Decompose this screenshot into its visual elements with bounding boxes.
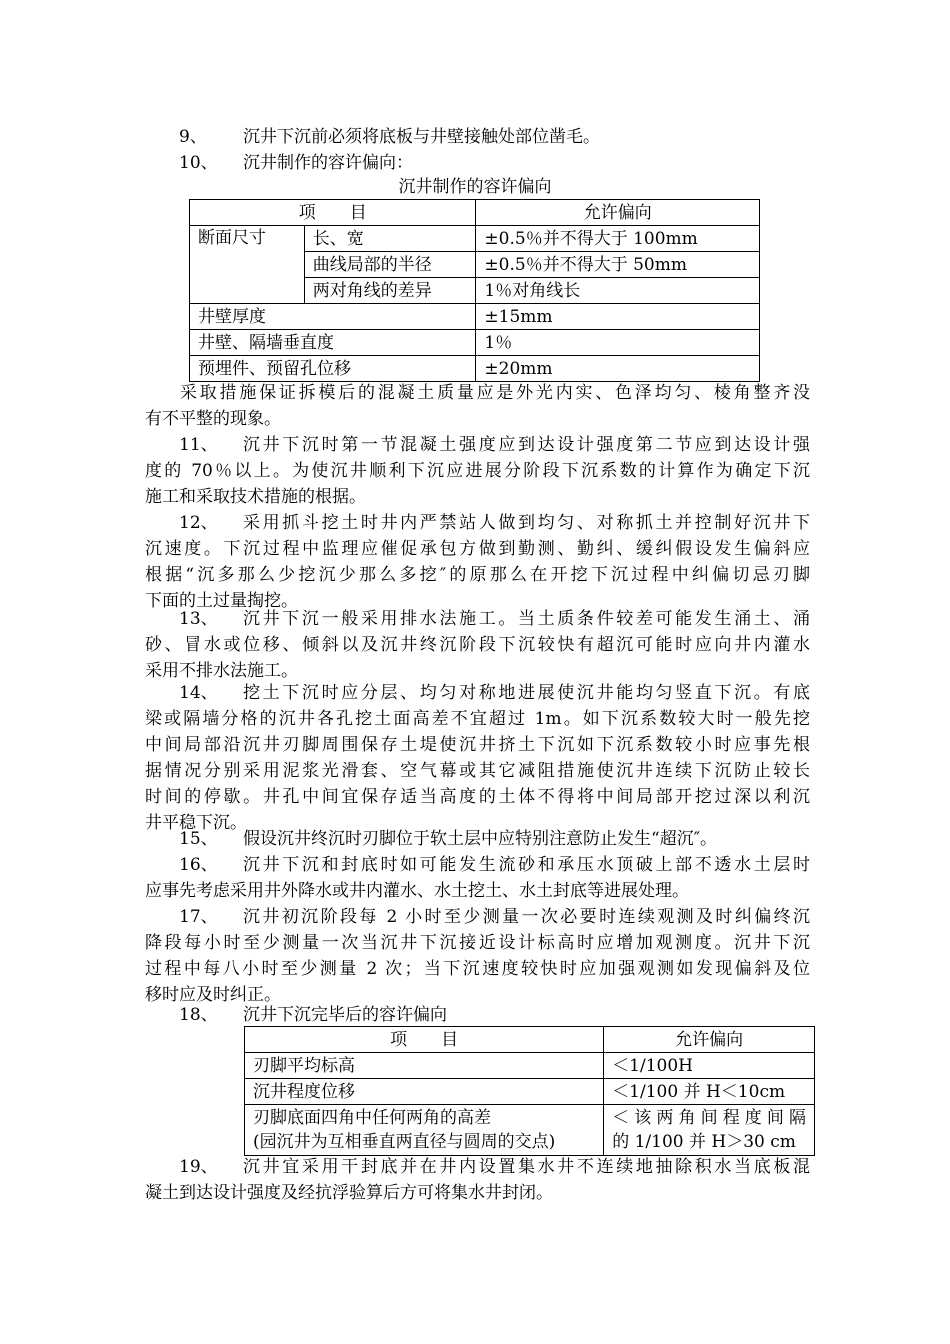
item-number: 11、: [179, 435, 218, 455]
row-tolerance: ±20mm: [476, 356, 760, 382]
table-row: [190, 226, 760, 252]
item-text: 假设沉井终沉时刃脚位于软土层中应特别注意防止发生“超沉″。: [243, 829, 718, 849]
table-header-row: [190, 200, 760, 226]
row-item: 长、宽: [304, 226, 476, 252]
item-first-line: [145, 680, 810, 706]
item-first-line: [145, 606, 810, 632]
item-text-line: 中间局部沿沉井刃脚周围保存土堤使沉井挤土下沉如下沉系数较小时应事先根: [145, 735, 810, 755]
item-text-line: 据情况分别采用泥浆光滑套、空气幕或其它减阻措施使沉井连续下沉防止较长: [145, 761, 810, 781]
item-first-line: [145, 1154, 810, 1180]
item-text-line: 移时应及时纠正。: [145, 985, 281, 1005]
table-row: [190, 356, 760, 382]
item-text-line: 根据“沉多那么少挖沉少那么多挖″的原那么在开挖下沉过程中纠偏切忌刃脚: [145, 565, 810, 585]
item-text-line: 凝土到达设计强度及经抗浮验算后方可将集水井封闭。: [145, 1183, 553, 1203]
row-item: 井壁、隔墙垂直度: [190, 330, 476, 356]
row-tolerance: ±0.5％并不得大于 100mm: [476, 226, 760, 252]
row-tolerance: ＜1/100 并 H＜10cm: [604, 1079, 815, 1105]
row-item: 两对角线的差异: [304, 278, 476, 304]
item-text-line: 梁或隔墙分格的沉井各孔挖土面高差不宜超过 1m。如下沉系数较大时一般先挖: [145, 709, 810, 729]
paragraph-line: 有不平整的现象。: [145, 409, 281, 429]
header-item: 项 目: [245, 1027, 604, 1053]
item-first-line: [145, 432, 810, 458]
row-item: 沉井程度位移: [245, 1079, 604, 1105]
item-text: 沉井下沉一般采用排水法施工。当土质条件较差可能发生涌土、涌: [243, 609, 810, 629]
item-text-line: 应事先考虑采用井外降水或井内灌水、水土挖土、水土封底等进展处理。: [145, 881, 689, 901]
item-number: 9、: [179, 127, 207, 147]
table-row: [245, 1079, 815, 1105]
item-text: 沉井初沉阶段每 2 小时至少测量一次必要时连续观测及时纠偏终沉: [243, 907, 810, 927]
item-text: 沉井宜采用干封底并在井内设置集水井不连续地抽除积水当底板混: [243, 1157, 810, 1177]
table-row: [190, 330, 760, 356]
header-tolerance: 允许偏向: [604, 1027, 815, 1053]
item-number: 13、: [179, 609, 218, 629]
item-text-line: 采用不排水法施工。: [145, 661, 298, 681]
item-number: 16、: [179, 855, 218, 875]
item-number: 17、: [179, 907, 218, 927]
row-item-line: 刃脚底面四角中任何两角的高差: [253, 1108, 491, 1128]
item-text-line: 施工和采取技术措施的根据。: [145, 487, 366, 507]
row-tolerance: 1％: [476, 330, 760, 356]
table-row: [190, 304, 760, 330]
row-tolerance-line: ＜该两角间程度间隔: [612, 1108, 806, 1128]
item-text-line: 下面的土过量掏挖。: [145, 591, 298, 611]
row-tolerance-line: 的 1/100 并 H＞30 cm: [612, 1132, 796, 1152]
item-text-line: 沉速度。下沉过程中监理应催促承包方做到勤测、勤纠、缓纠假设发生偏斜应: [145, 539, 810, 559]
item-text-line: 砂、冒水或位移、倾斜以及沉井终沉阶段下沉较快有超沉可能时应向井内灌水: [145, 635, 810, 655]
item-18: [145, 1002, 810, 1028]
row-tolerance: ±15mm: [476, 304, 760, 330]
row-item: 刃脚平均标高: [245, 1053, 604, 1079]
row-tolerance: 1％对角线长: [476, 278, 760, 304]
table1-caption: 沉井制作的容许偏向: [398, 177, 552, 197]
item-text: 沉井下沉前必须将底板与井壁接触处部位凿毛。: [243, 127, 600, 147]
item-number: 15、: [179, 829, 218, 849]
row-tolerance: ±0.5％并不得大于 50mm: [476, 252, 760, 278]
table-header-row: [245, 1027, 815, 1053]
item-9: [145, 124, 810, 150]
table-row: [245, 1105, 815, 1156]
item-text-line: 度的 70％以上。为使沉井顺利下沉应进展分阶段下沉系数的计算作为确定下沉: [145, 461, 810, 481]
row-item: [245, 1105, 604, 1156]
table2: [244, 1026, 815, 1156]
item-text-line: 过程中每八小时至少测量 2 次；当下沉速度较快时应加强观测如发现偏斜及位: [145, 959, 810, 979]
item-number: 19、: [179, 1157, 218, 1177]
item-number: 18、: [179, 1005, 218, 1025]
paragraph-line: 采取措施保证拆模后的混凝土质量应是外光内实、色泽均匀、棱角整齐没: [180, 383, 810, 403]
row-tolerance: [604, 1105, 815, 1156]
item-first-line: [145, 510, 810, 536]
table1: [189, 199, 760, 382]
item-text: 沉井下沉完毕后的容许偏向: [243, 1005, 447, 1025]
item-first-line: [145, 904, 810, 930]
item-text: 采用抓斗挖土时井内严禁站人做到均匀、对称抓土并控制好沉井下: [243, 513, 810, 533]
item-number: 14、: [179, 683, 218, 703]
item-text: 沉井制作的容许偏向：: [243, 153, 413, 173]
item-first-line: [145, 852, 810, 878]
group-label: 断面尺寸: [190, 226, 305, 304]
header-tolerance: 允许偏向: [476, 200, 760, 226]
row-item-line: (园沉井为互相垂直两直径与圆周的交点): [253, 1132, 556, 1152]
row-tolerance: ＜1/100H: [604, 1053, 815, 1079]
header-item: 项 目: [190, 200, 476, 226]
row-item: 曲线局部的半径: [304, 252, 476, 278]
item-text-line: 时间的停歇。井孔中间宜保存适当高度的土体不得将中间局部开挖过深以利沉: [145, 787, 810, 807]
item-number: 10、: [179, 153, 218, 173]
row-item: 预埋件、预留孔位移: [190, 356, 476, 382]
item-15: [145, 826, 810, 852]
item-10: [145, 150, 810, 176]
item-text-line: 降段每小时至少测量一次当沉井下沉接近设计标高时应增加观测度。沉井下沉: [145, 933, 810, 953]
item-text-line: 井平稳下沉。: [145, 813, 247, 833]
row-item: 井壁厚度: [190, 304, 476, 330]
item-text: 挖土下沉时应分层、均匀对称地进展使沉井能均匀竖直下沉。有底: [243, 683, 810, 703]
item-text: 沉井下沉和封底时如可能发生流砂和承压水顶破上部不透水土层时: [243, 855, 810, 875]
item-number: 12、: [179, 513, 218, 533]
table-row: [245, 1053, 815, 1079]
item-text: 沉井下沉时第一节混凝土强度应到达设计强度第二节应到达设计强: [243, 435, 810, 455]
